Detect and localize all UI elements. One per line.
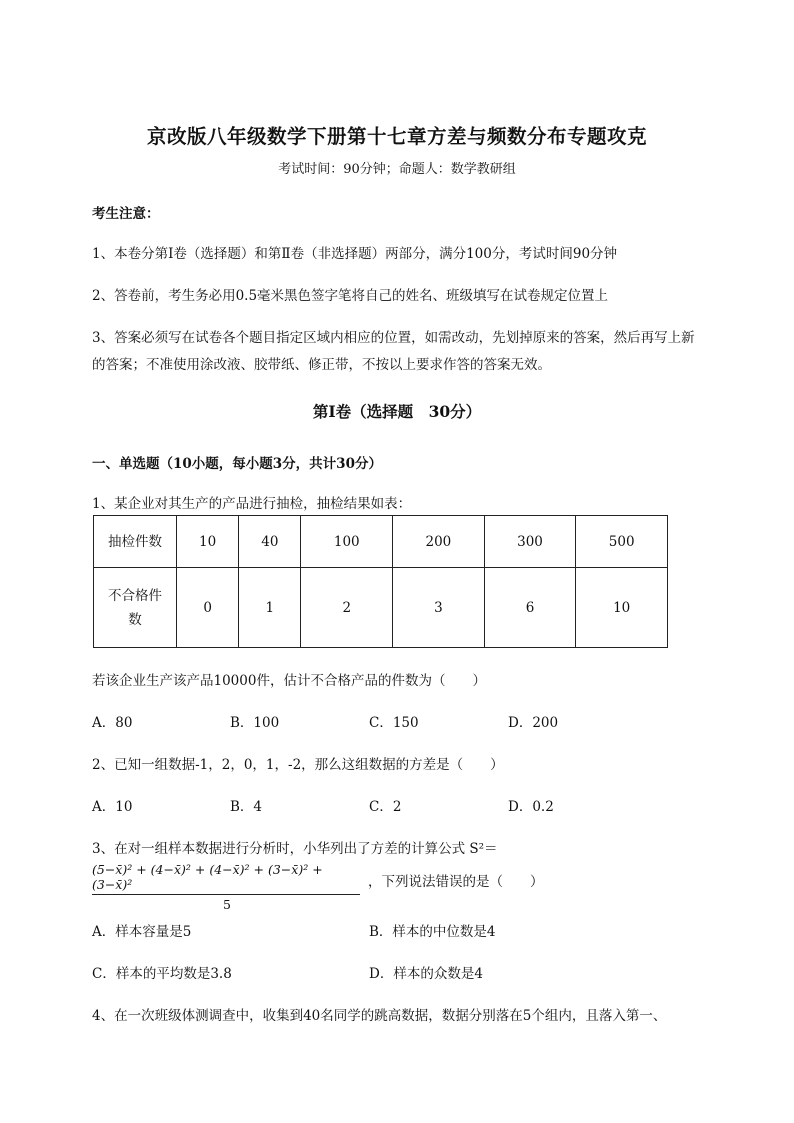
section-title: 第I卷（选择题 30分）	[312, 402, 482, 421]
table-cell: 0	[177, 568, 239, 648]
q3-option-d[interactable]: D．样本的众数是4	[369, 966, 483, 982]
q3-option-b[interactable]: B．样本的中位数是4	[369, 924, 496, 940]
table-cell: 100	[301, 516, 393, 568]
part-title: 一、单选题（10小题，每小题3分，共计30分）	[92, 456, 382, 472]
inspection-table	[93, 515, 668, 648]
q4-stem: 4、在一次班级体测调查中，收集到40名同学的跳高数据，数据分别落在5个组内，且落入第一、	[92, 1008, 667, 1024]
q1-option-c[interactable]: C．150	[369, 715, 419, 731]
table-cell: 10	[177, 516, 239, 568]
table-cell: 200	[393, 516, 485, 568]
notice-item-3-cont: 的答案；不准使用涂改液、胶带纸、修正带，不按以上要求作答的答案无效。	[92, 357, 551, 373]
notice-item-1: 1、本卷分第I卷（选择题）和第Ⅱ卷（非选择题）两部分，满分100分，考试时间90分钟	[92, 246, 618, 262]
q2-option-b[interactable]: B．4	[230, 799, 263, 815]
table-row-header: 抽检件数	[94, 516, 177, 568]
q3-option-a[interactable]: A．样本容量是5	[92, 924, 192, 940]
notice-item-3: 3、答案必须写在试卷各个题目指定区域内相应的位置，如需改动，先划掉原来的答案，然后再写上新	[92, 330, 695, 346]
q1-option-b[interactable]: B．100	[230, 715, 280, 731]
table-row-header-line-1: 不合格件	[108, 587, 162, 604]
q2-stem: 2、已知一组数据-1，2，0，1，-2，那么这组数据的方差是（ ）	[92, 757, 504, 773]
q3-stem: 3、在对一组样本数据进行分析时，小华列出了方差的计算公式 S²＝	[92, 841, 498, 857]
table-cell: 10	[576, 568, 668, 648]
table-row	[94, 568, 668, 648]
notice-item-2: 2、答卷前，考生务必用0.5毫米黑色签字笔将自己的姓名、班级填写在试卷规定位置上	[92, 288, 609, 304]
table-cell: 500	[576, 516, 668, 568]
formula-numerator: (5−x̄)² + (4−x̄)² + (4−x̄)² + (3−x̄)² + (3−x̄)²	[92, 862, 360, 895]
q1-option-d[interactable]: D．200	[508, 715, 559, 731]
q3-option-c[interactable]: C．样本的平均数是3.8	[92, 966, 232, 982]
notice-heading: 考生注意：	[92, 206, 160, 222]
table-cell: 6	[484, 568, 576, 648]
q1-question: 若该企业生产该产品10000件，估计不合格产品的件数为（ ）	[92, 673, 486, 689]
table-cell: 1	[239, 568, 301, 648]
formula-denominator: 5	[223, 897, 231, 912]
table-row-header-line-2: 数	[128, 611, 142, 628]
table-row-header	[94, 568, 177, 648]
q2-option-c[interactable]: C．2	[369, 799, 402, 815]
q2-option-a[interactable]: A．10	[92, 799, 133, 815]
table-cell: 3	[393, 568, 485, 648]
q3-stem-after: ，下列说法错误的是（ ）	[368, 874, 544, 890]
q2-option-d[interactable]: D．0.2	[508, 799, 554, 815]
table-cell: 2	[301, 568, 393, 648]
q1-option-a[interactable]: A．80	[92, 715, 133, 731]
table-cell: 300	[484, 516, 576, 568]
table-cell: 40	[239, 516, 301, 568]
page-title: 京改版八年级数学下册第十七章方差与频数分布专题攻克	[146, 125, 647, 148]
variance-formula	[92, 862, 362, 912]
exam-info: 考试时间：90分钟；命题人：数学教研组	[278, 162, 516, 177]
q1-stem: 1、某企业对其生产的产品进行抽检，抽检结果如表：	[92, 496, 412, 512]
table-row	[94, 516, 668, 568]
